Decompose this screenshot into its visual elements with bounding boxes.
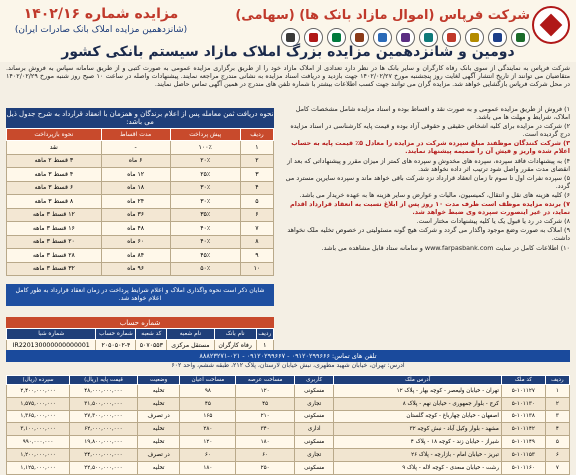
payment-column-header: ردیف [240, 129, 273, 141]
payment-cell: ۴۰٪ [170, 235, 240, 249]
tender-number-box [6, 6, 196, 35]
payment-cell: ۲۰ قسط ۳ ماهه [7, 235, 102, 249]
term-item: ۶) کلیه هزینه های نقل و انتقال، کمیسیون، مالیات و عوارض و سایر هزینه ها به عهده خریدار می باشد. [299, 190, 570, 199]
property-cell: ۱,۳۶۵,۰۰۰,۰۰۰ [7, 410, 70, 423]
payment-row [7, 222, 274, 236]
account-cell: رفاه کارگران [214, 340, 256, 352]
property-row [7, 448, 570, 461]
property-cell: مسکونی [295, 410, 334, 423]
property-cell: تهران - خیابان ولیعصر - کوچه بهار - پلاک ۱۲ [334, 385, 502, 398]
payment-cell: ۳ قسط ۲ ماهه [7, 154, 102, 168]
payment-terms-table [6, 108, 274, 276]
property-cell: ۵-۱۰۱۱۴۲ [501, 423, 545, 436]
term-item: ۴) به پیشنهادات فاقد سپرده، سپرده های مخدوش و سپرده های کمتر از میزان مقرر و پیشنهاداتی که بعد از انقضای مدت مقرر واصل شود ترتیب اثر داده نخواهد شد. [287, 156, 570, 173]
property-column-header: قیمت پایه (ریال) [70, 376, 138, 385]
payment-cell: ۹۶ ماه [101, 262, 170, 276]
property-cell: ۵ [545, 436, 569, 449]
property-cell: ۱۸۰ [180, 461, 236, 474]
account-column-header: ردیف [256, 329, 273, 340]
payment-row [7, 168, 274, 182]
payment-cell: ۲۴ ماه [101, 195, 170, 209]
payment-cell: نقد [7, 141, 102, 155]
payment-cell: ۵ [240, 195, 273, 209]
payment-cell: ۳۶ ماه [101, 208, 170, 222]
payment-cell: ۷ [240, 222, 273, 236]
payment-cell: ۶۰ ماه [101, 235, 170, 249]
property-cell: رشت - خیابان سعدی - کوچه لاله - پلاک ۹ [334, 461, 502, 474]
payment-cell: ۱۲ قسط ۳ ماهه [7, 208, 102, 222]
payment-cell: ۳۰٪ [170, 195, 240, 209]
terms-list [280, 105, 570, 349]
intro-paragraph: شرکت فرپاس به نمایندگی از سوی بانک رفاه کارگران و سایر بانک ها در نظر دارد تعدادی از املاک مازاد خود را از طریق برگزاری مزایده عمومی به صورت کتبی و از طریق سامانه سپاس به فروش برساند. متقاضیان می توانند از تاریخ انتشار آگهی لغایت روز پنجشنبه مورخ ۱۴۰۲/۰۲/۲۷ جهت بازدید و دریافت اسناد مزایده به نشانی مندرج مراجعه نمایند. پیشنهادات واصله در ساعت ۱۰ صبح روز شنبه مورخ ۱۴۰۲/۰۲/۲۹ در محل شرکت فرپاس بازگشایی خواهد شد. مزایده گران می توانند جهت کسب اطلاعات بیشتر با شماره تلفن های مندرج در همین آگهی تماس حاصل نمایند. [6, 64, 570, 88]
payment-cell: ۴۸ ماه [101, 222, 170, 236]
property-cell: ۲ [545, 397, 569, 410]
property-cell: ۱ [545, 385, 569, 398]
property-cell: ۶۰ [236, 448, 295, 461]
property-column-header: ردیف [545, 376, 569, 385]
account-header-row [7, 329, 274, 340]
payment-cell: ۴ قسط ۳ ماهه [7, 168, 102, 182]
property-cell: ۱۸۰ [236, 436, 295, 449]
property-column-header: وضعیت [137, 376, 180, 385]
property-cell: شیراز - خیابان زند - کوچه ۱۸ - پلاک ۴ [334, 436, 502, 449]
tender-number: مزایده شماره ۱۴۰۲/۱۶ [23, 6, 179, 22]
payment-cell: ۵۰٪ [170, 262, 240, 276]
account-title: شماره حساب [6, 317, 274, 329]
payment-cell: ۱۶ قسط ۳ ماهه [7, 222, 102, 236]
property-cell: کرج - بلوار جمهوری - خیابان نهم - پلاک ۸ [334, 397, 502, 410]
payment-cell: ۶ [240, 208, 273, 222]
property-cell: ۷ [545, 461, 569, 474]
term-item: ۱۰) اطلاعات کامل در سایت www.farpasbank.com و سامانه ستاد قابل مشاهده می باشد. [321, 243, 570, 252]
payment-cell: ۲۸ قسط ۳ ماهه [7, 249, 102, 263]
property-column-header: مساحت عرصه [236, 376, 295, 385]
property-cell: ۱,۲۰۰,۰۰۰,۰۰۰ [7, 448, 70, 461]
address-line: آدرس: تهران، خیابان شهید مطهری، نبش خیابان لارستان، پلاک ۲۱۲، طبقه ششم، واحد ۶۰۲ [171, 362, 405, 369]
account-column-header: کد شعبه [136, 329, 167, 340]
tender-subtitle: (شانزدهمین مزایده املاک بانک صادرات ایران) [14, 25, 188, 35]
payment-cell: ۶ ماه [101, 154, 170, 168]
property-cell: تجاری [295, 448, 334, 461]
property-cell: ۱۲۰ [236, 385, 295, 398]
property-cell: اصفهان - خیابان چهارباغ - کوچه گلستان [334, 410, 502, 423]
property-cell: ۲۲,۵۰۰,۰۰۰,۰۰۰ [70, 461, 138, 474]
payment-row [7, 181, 274, 195]
payment-cell: ۱۸ ماه [101, 181, 170, 195]
account-cell: ۵۰۷۰۵۵۳ [136, 340, 167, 352]
payment-row [7, 154, 274, 168]
property-row [7, 385, 570, 398]
property-cell: ۲۵۰ [236, 461, 295, 474]
account-table [6, 328, 274, 352]
property-cell: ۶۲,۰۰۰,۰۰۰,۰۰۰ [70, 423, 138, 436]
property-cell: تبریز - خیابان امام - بازارچه - پلاک ۲۶ [334, 448, 502, 461]
property-row [7, 397, 570, 410]
property-column-header: کاربری [295, 376, 334, 385]
property-cell: ۲۸۰ [180, 423, 236, 436]
term-item: ۲) شرکت در مزایده برای کلیه اشخاص حقیقی و حقوقی آزاد بوده و قیمت پایه کارشناسی در اسناد مزایده درج گردیده است. [290, 122, 570, 139]
payment-terms-title: نحوه دریافت ثمن معامله پس از اعلام برندگان و همزمان با انعقاد قرارداد به شرح جدول ذیل می باشد: [6, 110, 274, 126]
payment-cell: ۸۴ ماه [101, 249, 170, 263]
property-row [7, 423, 570, 436]
property-cell: ۲۷,۳۰۰,۰۰۰,۰۰۰ [70, 410, 138, 423]
payment-cell: ۳۰٪ [170, 181, 240, 195]
property-cell: ۴۸,۰۰۰,۰۰۰,۰۰۰ [70, 385, 138, 398]
term-item: ۳) شرکت کنندگان موظفند مبلغ سپرده شرکت در مزایده را معادل ۵٪ قیمت پایه به حساب اعلام شده واریز و فیش آن را ضمیمه پیشنهاد نمایند. [291, 139, 570, 156]
payment-row [7, 249, 274, 263]
account-column-header: شماره شبا [7, 329, 96, 340]
payment-cell: ۳ [240, 168, 273, 182]
property-cell: ۵-۱۰۱۱۶۰ [501, 461, 545, 474]
property-cell: ۴۵ [180, 397, 236, 410]
payment-cell: ۱۰ [240, 262, 273, 276]
payment-cell: ۲ [240, 154, 273, 168]
property-cell: ۵-۱۰۱۱۵۳ [501, 448, 545, 461]
payment-cell: ۶ قسط ۳ ماهه [7, 181, 102, 195]
payment-terms-header-row [7, 129, 274, 141]
property-row [7, 461, 570, 474]
property-cell: ۵-۱۰۱۱۳۸ [501, 410, 545, 423]
property-cell: ۹۹۰,۰۰۰,۰۰۰ [7, 436, 70, 449]
property-cell: اداری [295, 423, 334, 436]
property-cell: ۴۵ [236, 397, 295, 410]
property-cell: مشهد - بلوار وکیل آباد - نبش کوچه ۳۲ [334, 423, 502, 436]
payment-cell: ۴ [240, 181, 273, 195]
payment-cell: ۸ قسط ۳ ماهه [7, 195, 102, 209]
payment-row [7, 262, 274, 276]
property-column-header: مساحت اعیان [180, 376, 236, 385]
property-cell: ۶۰ [180, 448, 236, 461]
header [0, 0, 576, 62]
payment-cell: ۱ [240, 141, 273, 155]
property-cell: تجاری [295, 397, 334, 410]
phone-bar: تلفن های تماس: ۰۹۱۲۰۲۹۹۶۶۶ - ۰۹۱۲۰۲۹۹۶۶۷ - ۰۲۱-۸۸۸۲۳۲۷۱ [6, 350, 570, 362]
payment-row [7, 195, 274, 209]
property-cell: ۵-۱۰۱۱۴۹ [501, 436, 545, 449]
property-cell: ۱۲۰ [180, 436, 236, 449]
payment-cell: ۴۵٪ [170, 249, 240, 263]
property-cell: مسکونی [295, 385, 334, 398]
property-cell: ۱,۱۲۵,۰۰۰,۰۰۰ [7, 461, 70, 474]
property-cell: ۲۱۰ [236, 410, 295, 423]
payment-cell: ۸ [240, 235, 273, 249]
property-cell: تخلیه [137, 423, 180, 436]
payment-cell: ۲۵٪ [170, 168, 240, 182]
property-cell: ۳,۱۰۰,۰۰۰,۰۰۰ [7, 423, 70, 436]
property-cell: ۳ [545, 410, 569, 423]
account-cell: ۱ [256, 340, 273, 352]
property-cell: تخلیه [137, 385, 180, 398]
term-item: ۷) برنده مزایده موظف است ظرف مدت ۱۰ روز پس از ابلاغ نسبت به انعقاد قرارداد اقدام نماید، در غیر اینصورت سپرده وی ضبط خواهد شد. [290, 200, 570, 217]
term-item: ۸) شرکت در رد یا قبول یک یا کلیه پیشنهادات مختار است. [416, 217, 570, 226]
company-title: شرکت فرپاس (اموال مازاد بانک ها) (سهامی) [235, 8, 530, 23]
payment-cell: ۲۰٪ [170, 154, 240, 168]
property-column-header: کد ملک [501, 376, 545, 385]
payment-column-header: نحوه بازپرداخت [7, 129, 102, 141]
property-cell: تخلیه [137, 397, 180, 410]
property-row [7, 410, 570, 423]
property-cell: ۴ [545, 423, 569, 436]
company-logo-icon [532, 6, 570, 44]
property-cell: ۵-۱۰۱۱۲۷ [501, 385, 545, 398]
account-cell: ۲۰۵۰۵۰۲-۴ [96, 340, 136, 352]
payment-cell: ۳۵٪ [170, 208, 240, 222]
property-list-table [6, 375, 570, 475]
property-cell: تخلیه [137, 436, 180, 449]
property-cell: ۶ [545, 448, 569, 461]
property-cell: ۱,۵۷۵,۰۰۰,۰۰۰ [7, 397, 70, 410]
property-cell: ۳۴۰ [236, 423, 295, 436]
account-cell: IR220130000000000001 [7, 340, 96, 352]
property-cell: ۱۹,۸۰۰,۰۰۰,۰۰۰ [70, 436, 138, 449]
payment-row [7, 235, 274, 249]
payment-row [7, 208, 274, 222]
property-column-header: آدرس ملک [334, 376, 502, 385]
property-cell: ۹۸ [180, 385, 236, 398]
payment-cell: - [101, 141, 170, 155]
property-cell: ۲۴,۰۰۰,۰۰۰,۰۰۰ [70, 448, 138, 461]
property-column-header: سپرده (ریال) [7, 376, 70, 385]
payment-cell: ۹ [240, 249, 273, 263]
account-column-header: نام شعبه [167, 329, 214, 340]
payment-cell: ۴۰٪ [170, 222, 240, 236]
term-item: ۵) سپرده نفرات اول تا سوم تا زمان انعقاد قرارداد نزد شرکت باقی خواهد ماند و سپرده سایرین مسترد می گردد. [285, 173, 570, 190]
property-cell: در تصرف [137, 410, 180, 423]
main-title: دومین و شانزدهمین مزایده بزرگ املاک مازاد سیستم بانکی کشور [61, 44, 515, 60]
property-cell: ۳۱,۵۰۰,۰۰۰,۰۰۰ [70, 397, 138, 410]
payment-column-header: پیش پرداخت [170, 129, 240, 141]
payment-note: شایان ذکر است نحوه واگذاری املاک و اعلام شرایط پرداخت در زمان انعقاد قرارداد به طور کامل اعلام خواهد شد. [6, 284, 274, 306]
account-column-header: نام بانک [214, 329, 256, 340]
property-cell: در تصرف [137, 448, 180, 461]
property-cell: تخلیه [137, 461, 180, 474]
property-list-header-row [7, 376, 570, 385]
account-cell: مستقل مرکزی [167, 340, 214, 352]
property-cell: مسکونی [295, 436, 334, 449]
term-item: ۹) املاک به صورت وضع موجود واگذار می گردد و شرکت هیچ گونه مسئولیتی در خصوص تخلیه ملک نخواهد داشت. [287, 226, 570, 243]
payment-cell: ۱۲ ماه [101, 168, 170, 182]
payment-cell: ۳۲ قسط ۳ ماهه [7, 262, 102, 276]
property-cell: ۲,۴۰۰,۰۰۰,۰۰۰ [7, 385, 70, 398]
term-item: ۱) فروش از طریق مزایده عمومی و به صورت نقد و اقساط بوده و اسناد مزایده شامل مشخصات کامل املاک، شرایط و مهلت ها می باشد. [295, 105, 570, 122]
payment-cell: ۱۰۰٪ [170, 141, 240, 155]
property-cell: ۵-۱۰۱۱۳۰ [501, 397, 545, 410]
property-row [7, 436, 570, 449]
account-column-header: شماره حساب [96, 329, 136, 340]
property-cell: مسکونی [295, 461, 334, 474]
property-cell: ۱۶۵ [180, 410, 236, 423]
payment-column-header: مدت اقساط [101, 129, 170, 141]
payment-row [7, 141, 274, 155]
